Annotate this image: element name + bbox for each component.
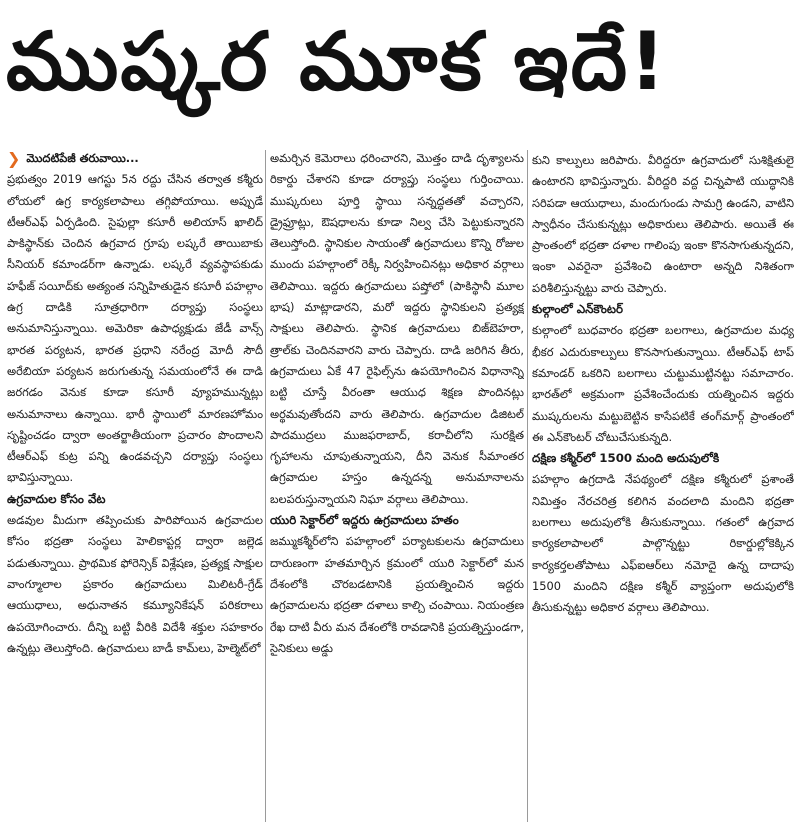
paragraph: అమర్చిన కెమెరాలు ధరించారని, మొత్తం దాడి దృశ్యాలను రికార్డు చేశారని కూడా దర్యాప్తు సంస్థలు గుర్తించాయి. ముష్కరులు పూర్తి స్థాయి సన్నద్ధతతో వచ్చారని, డ్రైఫ్రూట్లు, ఔషధాలను కూడా నిల్వ చేసి పెట్టుకున్నారని తెలుస్తోంది. స్థానికుల సాయంతో ఉగ్రవాదులు కొన్ని రోజుల ముందు పహల్గాంలో రెక్కీ నిర్వహించినట్లు అధికార వర్గాలు తెలిపాయి. ఇద్దరు ఉగ్రవాదులు పష్తోలో (పాకిస్థానీ మూల భాష) మాట్లాడారని, మరో ఇద్దరు స్థానికులని ప్రత్యక్ష సాక్షులు తెలిపారు. స్థానిక ఉగ్రవాదులు బిజ్‌బెహరా, త్రాల్‌కు చెందినవారని వారు చెప్పారు. దాడి జరిగిన తీరు, ఉగ్రవాదులు ఏకే 47 రైఫిల్స్‌ను ఉపయోగించిన విధానాన్ని బట్టి చూస్తే వీరంతా ఆయుధ శిక్షణ పొందినట్లు అర్థమవుతోందని వారు తెలిపారు. ఉగ్రవాదుల డిజిటల్‌ పాదముద్రలు ముజఫరాబాద్‌, కరాచీలోని సురక్షిత గృహాలను చూపుతున్నాయని, దీని వెనుక సీమాంతర ఉగ్రవాదుల హస్తం ఉన్నదన్న అనుమానాలను బలపరుస్తున్నాయని నిఘా వర్గాలు తెలిపాయి. xyxy=(270,151,524,506)
section-subhead: ఉగ్రవాదుల కోసం వేట xyxy=(7,491,106,506)
paragraph: కుని కాల్పులు జరిపారు. వీరిద్దరూ ఉగ్రవాదులో సుశిక్షితులై ఉంటారని భావిస్తున్నారు. వీరిద్దరి వద్ద చిన్నపాటి యుద్ధానికి సరిపడా ఆయుధాలు, మందుగుండు సామగ్రి ఉండని, వాటిని స్వాధీనం చేసుకున్నట్లు అధికారులు తెలిపారు. అయితే ఈ ప్రాంతంలో భద్రతా దళాల గాలింపు ఇంకా కొనసాగుతున్నదని, ఇంకా ఎవరైనా ప్రవేశించి ఉంటారా అన్నది నిశితంగా పరిశీలిస్తున్నట్టు వారు చెప్పారు. xyxy=(532,153,794,295)
paragraph: అడవుల మీదుగా తప్పించుకు పారిపోయిన ఉగ్రవాదుల కోసం భద్రతా సంస్థలు హెలికాప్టర్ల ద్వారా జల్లెడ పడుతున్నాయి. ప్రాథమిక ఫోరెన్సిక్‌ విశ్లేషణ, ప్రత్యక్ష సాక్షుల వాంగ్మూలాల ప్రకారం ఉగ్రవాదులు మిలిటరీ-గ్రేడ్‌ ఆయుధాలు, అధునాతన కమ్యూనికేషన్‌ పరికరాలు ఉపయోగించారు. దీన్ని బట్టి వీరికి విదేశీ శక్తుల సహకారం ఉన్నట్లు తెలుస్తోంది. ఉగ్రవాదులు బాడీ కామ్‌లు, హెల్మెట్‌లో xyxy=(7,513,263,655)
section-subhead: కుల్గాంలో ఎన్‌కౌంటర్‌ xyxy=(532,302,623,317)
article-column-2 xyxy=(270,148,524,823)
section-subhead: దక్షిణ కశ్మీర్‌లో 1500 మంది అదుపులోకి xyxy=(532,451,720,466)
paragraph: కుల్గాంలో బుధవారం భద్రతా బలగాలు, ఉగ్రవాదుల మధ్య భీకర ఎదురుకాల్పులు కొనసాగుతున్నాయి. టీఆర్‌ఎఫ్‌ టాప్‌ కమాండర్‌ ఒకరిని బలగాలు చుట్టుముట్టినట్టు సమాచారం. భారత్‌లో అక్రమంగా ప్రవేశించేందుకు యత్నించిన ఇద్దరు ముష్కరులను మట్టుబెట్టిన కాసేపటికే తంగ్‌మార్గ్‌ ప్రాంతంలో ఈ ఎన్‌కౌంటర్‌ చోటుచేసుకున్నది. xyxy=(532,323,794,444)
kicker-text: మొదటిపేజీ తరువాయి... xyxy=(26,151,139,165)
continuation-kicker xyxy=(7,148,263,169)
section-subhead: యురి సెక్టార్‌లో ఇద్దరు ఉగ్రవాదులు హతం xyxy=(270,513,459,528)
column-divider xyxy=(265,150,266,822)
headline: ముష్కర మూక ఇదే! xyxy=(6,15,668,108)
article-column-1 xyxy=(7,148,263,823)
chevron-right-icon: ❯ xyxy=(7,149,21,169)
column-divider xyxy=(527,150,528,822)
article-column-3 xyxy=(532,150,794,825)
paragraph: ప్రభుత్వం 2019 ఆగస్టు 5న రద్దు చేసిన తర్వాత కశ్మీరు లోయలో ఉగ్ర కార్యకలాపాలు తగ్గిపోయాయి. అప్పుడే టీఆర్‌ఎఫ్‌ ఏర్పడింది. సైఫుల్లా కసూరీ అలియాస్‌ ఖాలిద్‌ పాకిస్థాన్‌కు చెందిన ఉగ్రవాద గ్రూపు లష్కరే తాయిబాకు సీనియర్‌ కమాండర్‌గా ఉన్నాడు. లష్కరే వ్యవస్థాపకుడు హఫీజ్‌ సయీద్‌కు అత్యంత సన్నిహితుడైన కసూరీ పహల్గాం ఉగ్ర దాడికి సూత్రధారిగా దర్యాప్తు సంస్థలు అనుమానిస్తున్నాయి. అమెరికా ఉపాధ్యక్షుడు జేడీ వాన్స్‌ భారత పర్యటన, భారత ప్రధాని నరేంద్ర మోదీ సౌదీ అరేబియా పర్యటన జరుగుతున్న సమయంలోనే ఈ దాడి జరగడం వెనుక కూడా కసూరీ వ్యూహమున్నట్లు అనుమానాలు ఉన్నాయి. భారీ స్థాయిలో మారణహోమం సృష్టించడం ద్వారా అంతర్జాతీయంగా ప్రచారం పొందాలని టీఆర్‌ఎఫ్‌ కుట్ర పన్ని ఉండవచ్చని దర్యాప్తు సంస్థలు భావిస్తున్నాయి. xyxy=(7,172,263,485)
paragraph: జమ్ముకశ్మీర్‌లోని పహల్గాంలో పర్యాటకులను ఉగ్రవాదులు దారుణంగా హతమార్చిన క్రమంలో యురి సెక్టార్‌లో మన దేశంలోకి చొరబడటానికి ప్రయత్నించిన ఇద్దరు ఉగ్రవాదులను భద్రతా దళాలు కాల్చి చంపాయి. నియంత్రణ రేఖ దాటి వీరు మన దేశంలోకి రావడానికి ప్రయత్నిస్తుండగా, సైనికులు అడ్డు xyxy=(270,534,524,655)
paragraph: పహల్గాం ఉగ్రదాడి నేపథ్యంలో దక్షిణ కశ్మీరులో ప్రశాంతే నిమిత్తం నేరచరిత్ర కలిగిన వందలాది మందిని భద్రతా బలగాలు అదుపులోకి తీసుకున్నాయి. గతంలో ఉగ్రవాద కార్యకలాపాలలో పాల్గొన్నట్టు రికార్డుల్లోకెక్కిన కార్యకర్తలతోపాటు ఎఫ్‌ఐఆర్‌లు నమోదై ఉన్న దాదాపు 1500 మందిని దక్షిణ కశ్మీర్‌ వ్యాప్తంగా అదుపులోకి తీసుకున్నట్టు అధికార వర్గాలు తెలిపాయి. xyxy=(532,472,794,615)
